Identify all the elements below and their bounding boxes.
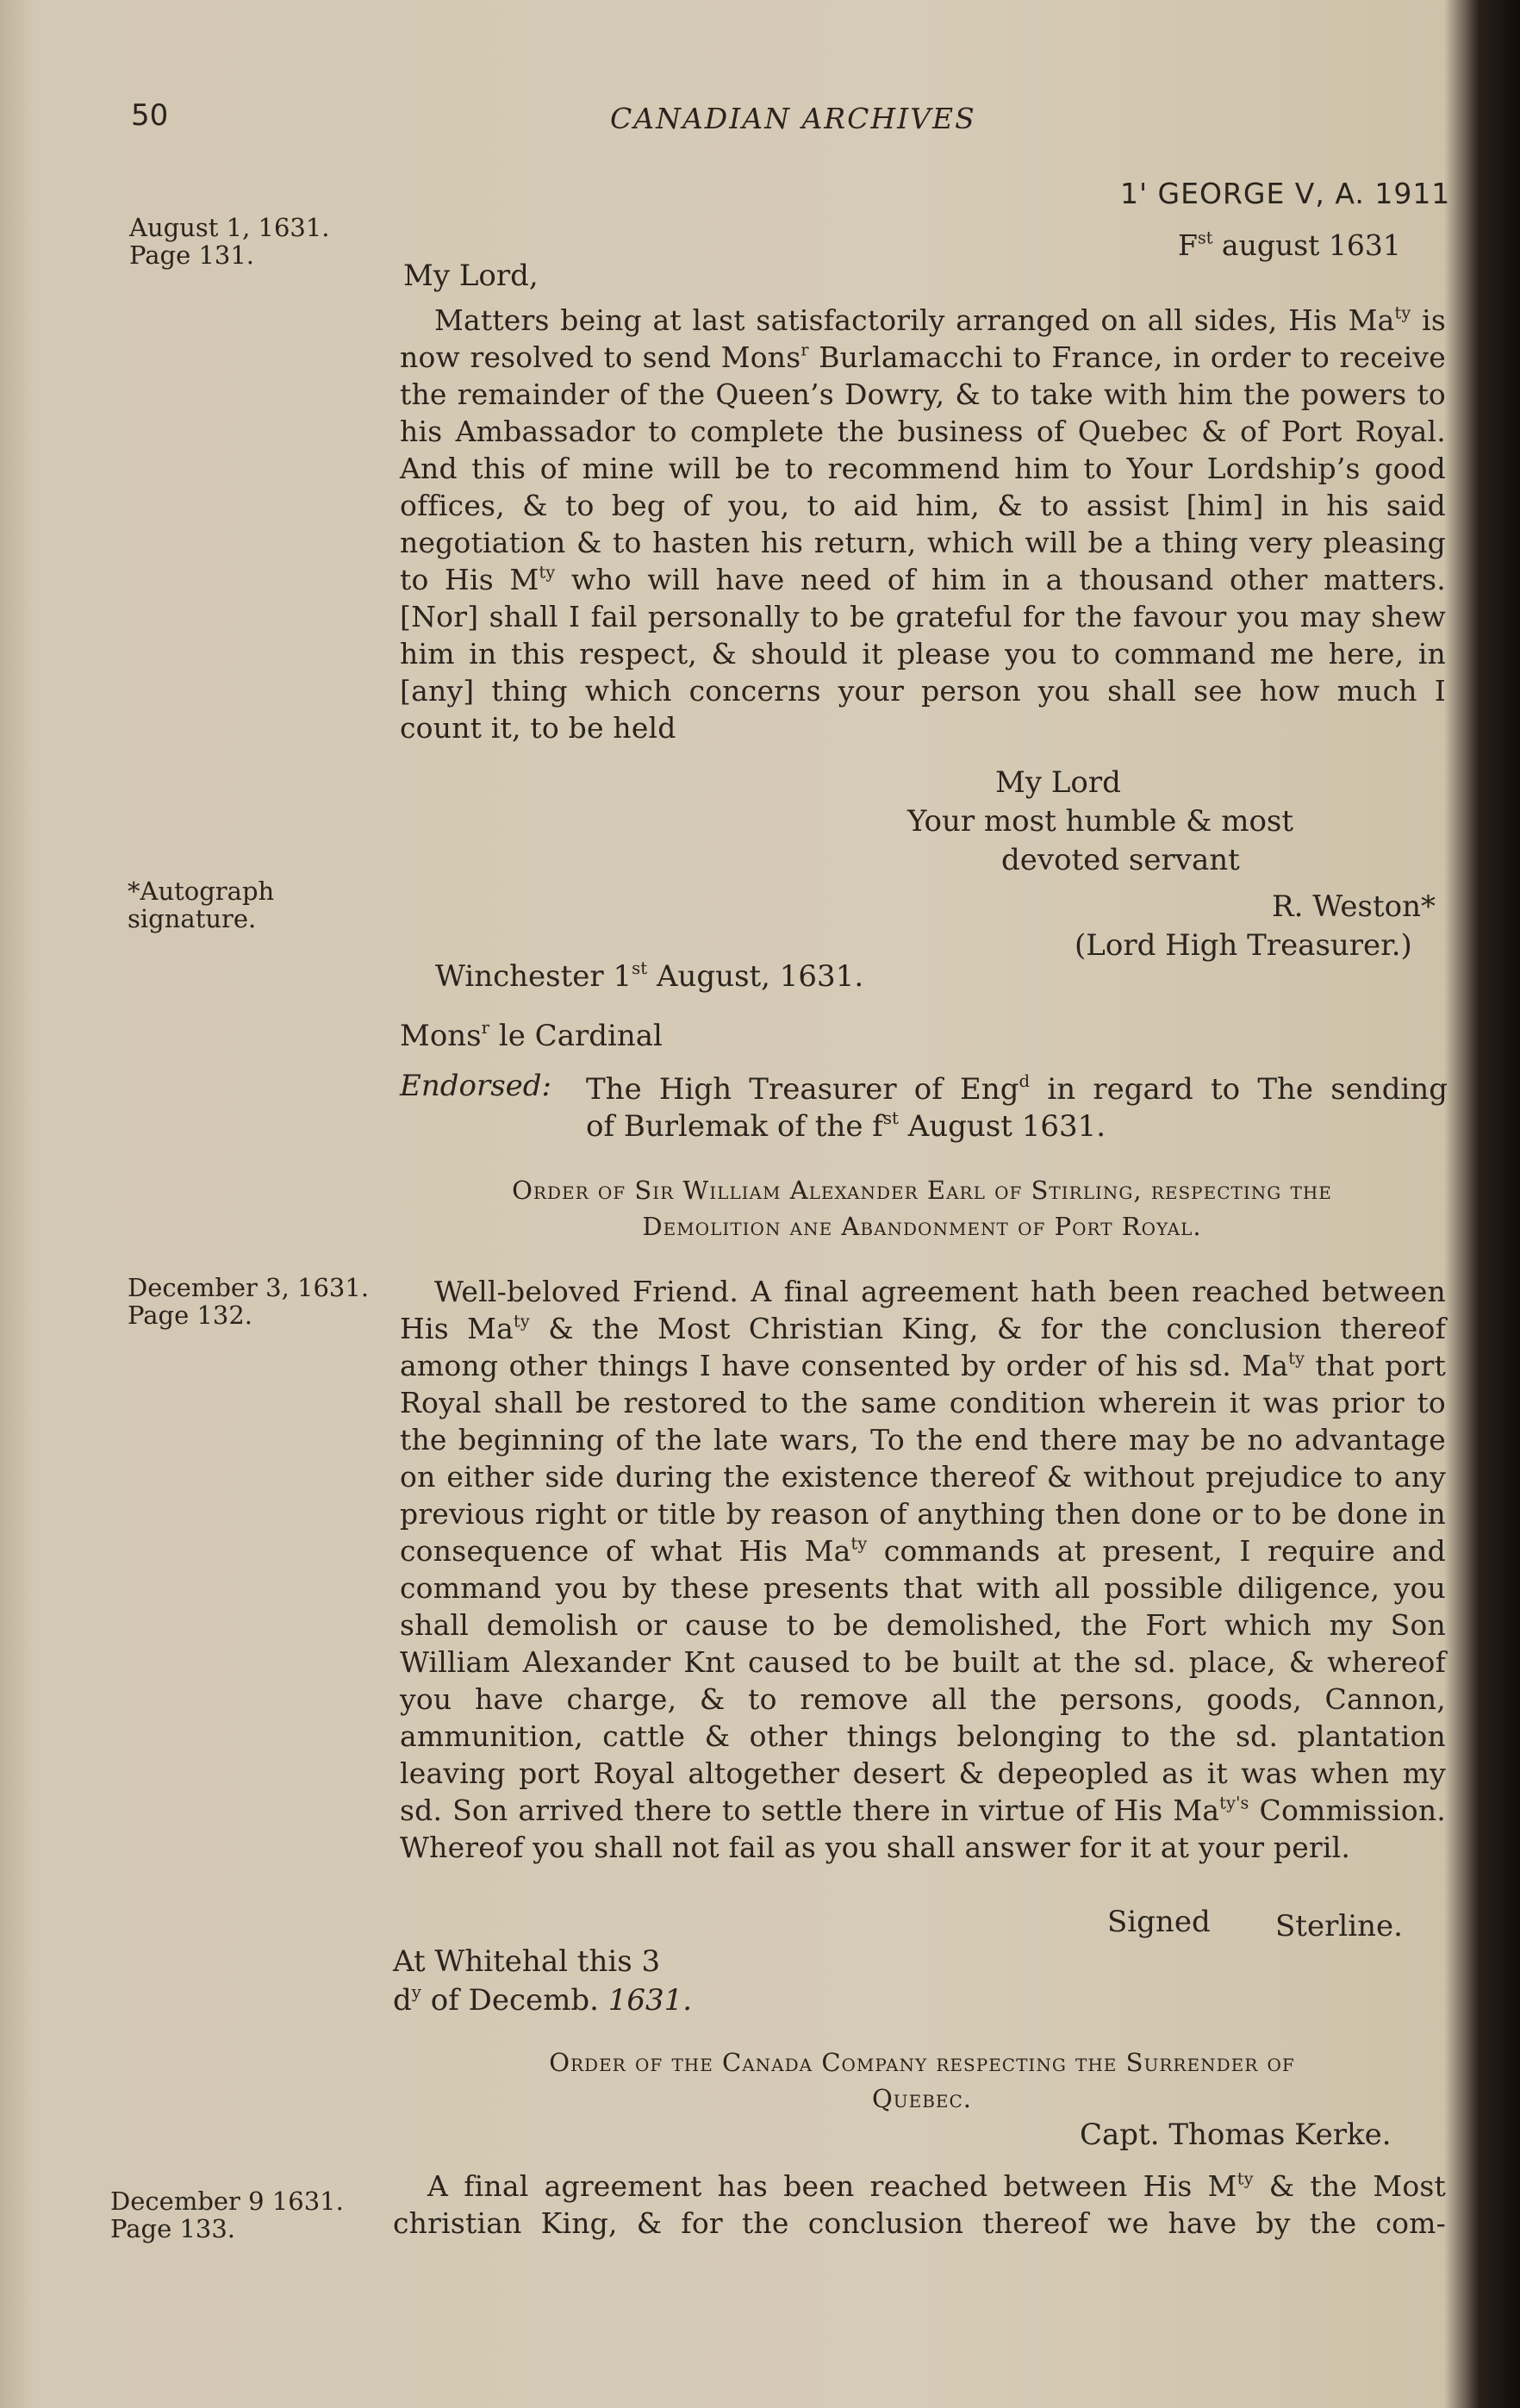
addressee: Mons$^r$ le Cardinal bbox=[400, 1018, 663, 1053]
closing-my-lord: My Lord bbox=[995, 765, 1121, 800]
signature-weston: R. Weston* bbox=[1272, 889, 1436, 924]
place-date-whitehal: At Whitehal this 3 $d^y$ of Decemb. 1631. bbox=[393, 1944, 693, 2018]
margin-date-3: December 9 1631. Page 133. bbox=[110, 2187, 344, 2243]
endorsed-text: The High Treasurer of Eng$^d$ in regard to The sending of Burlemak of the $f^{st}$ August 1631. bbox=[586, 1071, 1448, 1144]
section-heading-stirling: Order of Sir William Alexander Earl of Stirling, respecting the Demolition ane Abandonment of Port Royal. bbox=[512, 1176, 1332, 1241]
order-body-canada-company: A final agreement has been reached between His $M^{ty}$ & the Most christian King, & for the conclusion thereof we have by the com- bbox=[393, 2168, 1446, 2240]
signer-title: (Lord High Treasurer.) bbox=[1075, 928, 1412, 963]
letter-body: Matters being at last satisfactorily arranged on all sides, His $Ma^{ty}$ is now resolved to send Mons$^r$ Burlamacchi to France, in order to receive the remainder of the Queen’s Dowry, & to take with him the powers to his Ambassador to complete the business of Quebec & of Port Royal. And this of mine will be to recommend him to Your Lordship’s good offices, & to beg of you, to aid him, & to assist [him] in his said negotiation & to hasten his return, which will be a thing very pleasing to His $M^{ty}$ who will have need of him in a thousand other matters. [Nor] shall I fail personally to be grateful for the favour you may shew him in this respect, & should it please you to command me here, in [any] thing which concerns your person you shall see how much I count it, to be held bbox=[400, 303, 1446, 745]
signed-label: Signed bbox=[1107, 1905, 1211, 1939]
page-number: 50 bbox=[131, 98, 169, 133]
margin-date-1: August 1, 1631. Page 131. bbox=[129, 213, 330, 270]
margin-date-2: December 3, 1631. Page 132. bbox=[128, 1273, 370, 1330]
section-heading-canada-company: Order of the Canada Company respecting the Surrender of Quebec. bbox=[549, 2048, 1295, 2113]
autograph-note: *Autograph signature. bbox=[128, 876, 275, 933]
running-title: CANADIAN ARCHIVES bbox=[610, 102, 976, 135]
letter-date: $F^{st}$ august 1631 bbox=[1178, 228, 1401, 262]
closing-humble: Your most humble & most bbox=[907, 804, 1294, 839]
closing-servant: devoted servant bbox=[1001, 843, 1240, 877]
addressee-kerke: Capt. Thomas Kerke. bbox=[1080, 2118, 1392, 2152]
salutation: My Lord, bbox=[403, 259, 539, 293]
session-label: 1' GEORGE V, A. 1911 bbox=[1120, 177, 1451, 210]
signature-sterline: Sterline. bbox=[1275, 1909, 1403, 1943]
place-date-winchester: Winchester 1st August, 1631. bbox=[435, 958, 864, 994]
endorsed-label: Endorsed: bbox=[400, 1069, 551, 1103]
order-body-stirling: Well-beloved Friend. A final agreement hath been reached between His $Ma^{ty}$ & the Most Christian King, & for the conclusion thereof among other things I have consented by order of his sd. $Ma^{ty}$ that port Royal shall be restored to the same condition wherein it was prior to the beginning of the late wars, To the end there may be no advantage on either side during the existence thereof & without prejudice to any previous right or title by reason of anything then done or to be done in consequence of what His $Ma^{ty}$ commands at present, I require and command you by these presents that with all possible diligence, you shall demolish or cause to be demolished, the Fort which my Son William Alexander Knt caused to be built at the sd. place, & whereof you have charge, & to remove all the persons, goods, Cannon, ammunition, cattle & other things belonging to the sd. plantation leaving port Royal altogether desert & depeopled as it was when my sd. Son arrived there to settle there in virtue of His $Ma^{ty's}$ Commission. Whereof you shall not fail as you shall answer for it at your peril. bbox=[400, 1275, 1446, 1864]
